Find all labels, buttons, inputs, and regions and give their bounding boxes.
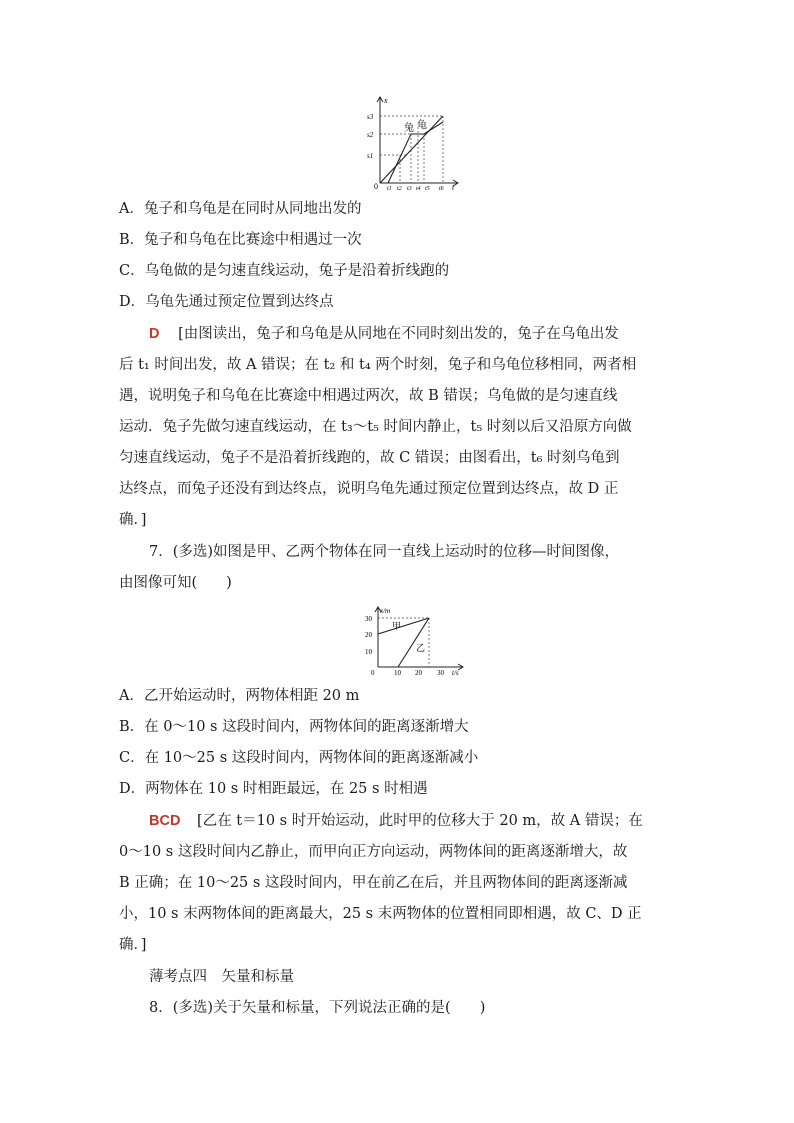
q7-stem-line-1: 7．(多选)如图是甲、乙两个物体在同一直线上运动时的位移—时间图像，: [149, 544, 620, 560]
fig1-turtle-label: 龟: [417, 120, 427, 131]
fig2-x-tick-20: 20: [415, 669, 422, 677]
fig1-t-tick-3: t3: [407, 186, 412, 190]
fig2-x-tick-10: 10: [394, 669, 401, 677]
fig2-y-tick-10: 10: [365, 648, 372, 656]
q6-option-b: B．兔子和乌龟在比赛途中相遇过一次: [119, 232, 362, 248]
fig2-y-tick-30: 30: [365, 615, 372, 623]
q6-explain-line-5: 匀速直线运动，兔子不是沿着折线跑的，故 C 错误；由图看出，t₆ 时刻乌龟到: [119, 450, 620, 466]
q6-option-d: D．乌龟先通过预定位置到达终点: [119, 294, 334, 310]
q7-option-c: C．在 10～25 s 这段时间内，两物体间的距离逐渐减小: [119, 750, 479, 766]
q8-stem: 8．(多选)关于矢量和标量，下列说法正确的是( ): [149, 1000, 486, 1016]
fig2-x-tick-30: 30: [437, 669, 444, 677]
q6-answer: D: [149, 326, 160, 342]
q6-explain-line-4: 运动．兔子先做匀速直线运动，在 t₃～t₅ 时间内静止，t₅ 时刻以后又沿原方向做: [119, 419, 632, 435]
q6-explain-line-7: 确．]: [119, 512, 147, 528]
fig1-t-axis-label: t: [452, 183, 455, 190]
q7-answer: BCD: [149, 813, 181, 829]
q6-explain-line-2: 后 t₁ 时间出发，故 A 错误；在 t₂ 和 t₄ 两个时刻，兔子和乌龟位移相同，两者相: [119, 357, 637, 373]
fig1-origin: 0: [374, 182, 378, 190]
fig2-jia-label: 甲: [392, 621, 402, 631]
fig1-t-tick-1: t1: [387, 186, 392, 190]
q7-stem-line-2: 由图像可知( ): [119, 575, 232, 591]
fig1-t-tick-5: t5: [425, 186, 430, 190]
q7-explain-line-4: 小，10 s 末两物体间的距离最大，25 s 末两物体的位置相同即相遇，故 C、D 正: [119, 906, 642, 922]
q6-explain-line-1: D [由图读出，兔子和乌龟是从同地在不同时刻出发的，兔子在乌龟出发: [149, 326, 619, 342]
jia-yi-graph: [362, 604, 474, 678]
rabbit-turtle-graph: [365, 94, 460, 190]
fig1-rabbit-label: 兔: [404, 123, 414, 134]
fig1-t-tick-4: t4: [416, 186, 421, 190]
fig2-yi-label: 乙: [416, 643, 426, 653]
q7-explain-line-3: B 正确；在 10～25 s 这段时间内，甲在前乙在后，并且两物体间的距离逐渐减: [119, 875, 628, 891]
q7-option-a: A．乙开始运动时，两物体相距 20 m: [119, 688, 360, 704]
fig1-y-tick-s2: s2: [367, 131, 374, 139]
fig1-x-axis-label: x: [384, 96, 388, 105]
fig1-t-tick-6: t6: [439, 186, 444, 190]
q7-explain-line-2: 0～10 s 这段时间内乙静止，而甲向正方向运动，两物体间的距离逐渐增大，故: [119, 844, 628, 860]
q6-option-a: A．兔子和乌龟是在同时从同地出发的: [119, 201, 362, 217]
section-heading: 薄考点四 矢量和标量: [149, 969, 294, 985]
fig2-y-axis-label: x/m: [380, 607, 391, 615]
fig2-y-tick-20: 20: [365, 631, 372, 639]
q6-option-c: C．乌龟做的是匀速直线运动，兔子是沿着折线跑的: [119, 263, 450, 279]
fig1-y-tick-s1: s1: [367, 152, 374, 160]
fig1-y-tick-s3: s3: [367, 113, 374, 121]
fig1-t-tick-2: t2: [397, 186, 402, 190]
q7-option-b: B．在 0～10 s 这段时间内，两物体间的距离逐渐增大: [119, 719, 469, 735]
q7-option-d: D．两物体在 10 s 时相距最远，在 25 s 时相遇: [119, 781, 428, 797]
q6-explain-line-6: 达终点，而兔子还没有到达终点，说明乌龟先通过预定位置到达终点，故 D 正: [119, 481, 619, 497]
fig2-x-axis-label: t/s: [452, 669, 459, 677]
fig2-origin: 0: [371, 669, 375, 677]
q7-explain-line-5: 确．]: [119, 937, 147, 953]
q7-explain-line-1: BCD [乙在 t＝10 s 时开始运动，此时甲的位移大于 20 m，故 A 错误；在: [149, 813, 643, 829]
q6-explain-line-3: 遇，说明兔子和乌龟在比赛途中相遇过两次，故 B 错误；乌龟做的是匀速直线: [119, 388, 618, 404]
